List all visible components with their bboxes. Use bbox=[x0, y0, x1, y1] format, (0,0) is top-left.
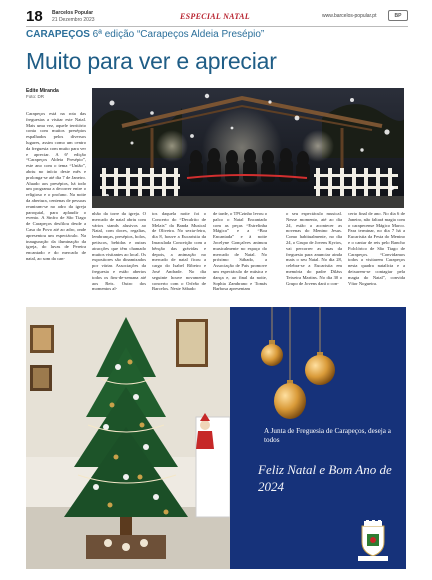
photo-credit: Foto: DR bbox=[26, 94, 45, 99]
byline bbox=[26, 88, 89, 100]
ornament-icon bbox=[248, 307, 368, 425]
header-divider bbox=[26, 26, 408, 27]
article-photo bbox=[92, 88, 404, 208]
website-link[interactable]: www.barcelos-popular.pt bbox=[322, 13, 377, 19]
article-column-1: Carapeços está na rota das freguesias a visitar este Natal. Mais uma vez, aquele território conta com muitos presépios espalhados pelos diversos lugares, assim como um centro da freguesia com muito para ver e apreciar. A 6ª edição “Carapeços Aldeia Presépio”, este ano com o tema “União”, abriu no início deste mês e prolonga-se até dia 7 de Janeiro. Aluado aos presépios, há todo um programa a decorrer entre o religioso e o profano. Na noite da abertura, centenas de pessoas reuniram-se no adro da igreja paroquial, para aplaudir o evento. A Sinfro de São Tiago de Carapeços desfilou desde a Casa do Povo até ao adro, onde apresentou um espectáculo. Na inauguração da iluminação da igreja, do luvas de Pereira encantado e do mercado de natal, ao som da can- bbox=[26, 111, 86, 261]
page-number: 18 bbox=[26, 8, 43, 25]
article-kicker bbox=[26, 29, 264, 41]
newspaper-logo: BP bbox=[388, 10, 408, 21]
parish-crest-icon bbox=[356, 520, 390, 562]
article-column-3: tos daquela noite foi o Concerto do “Decalrito de Melais” da Banda Musical de Oliveira. No sexta-feira, dia 8, houve a Eucaristia da Imaculada Conceição com a bênção das grávidas e depois, a animação no mercado de natal ficou a cargo do Isabel Ribeiro e José Andrade. No dia seguinte houve novamente concerto com o Orfeão de Barcelos. Neste Sábado bbox=[152, 211, 206, 292]
christmas-advertisement bbox=[26, 307, 406, 569]
article-column-6: certo final de ano. No dia 6 de Janeiro, não faltará magia com o carapecense Mágico Marco. Para terminar, no dia 7 há a Eucaristia da Festa do Menino e o cantar de reis pelo Rancho Folclórico de São Tiago de Carapeços. “Convidamos todos a visitarem Carapeços nesta quadra natalícia e a deixarem-se contagiar pela magia do Natal”, convida Vítor Nogueira. bbox=[348, 211, 405, 286]
newspaper-name: Barcelos Popular bbox=[52, 10, 94, 16]
ad-greeting-intro: A Junta de Freguesia de Carapeços, deseja a todos bbox=[264, 427, 391, 444]
kicker-place: CARAPEÇOS bbox=[26, 29, 90, 40]
article-column-2: nhão da torre da igreja. O mercado de natal abriu com vários stands alusivos ao Natal, com doces, regalias, lembranças, presépios, bolos, petiscos, bebidas e outras atracções que têm chamado muitos visitantes ao local. Os expositores são dinamizados por várias Associações da freguesia e estão abertos todos os fins-de-semana até aos Reis. Outro dos momentos al- bbox=[92, 211, 146, 292]
article-column-5: o seu espectáculo musical. Nesse momento, até ao dia 24, estão a acontecer as novenas do Menino Jesus. Como habitualmente, no dia 24, o Grupo de Jovens Kyrios, vai percorrer as ruas da freguesia para anunciar ainda mais o seu Natal. No dia 28, celebra-se a Eucaristia em memória do padre Diláss Teixeira Martins. No dia 30 o Grupo de Jovens dará o con- bbox=[286, 211, 343, 286]
section-title: ESPECIAL NATAL bbox=[180, 12, 250, 21]
kicker-rest: 6ª edição “Carapeços Aldeia Presépio” bbox=[89, 29, 265, 40]
ad-greeting-script: Feliz Natal e Bom Ano de 2024 bbox=[258, 462, 392, 494]
article-column-4: de tarde, o TPCzinho levou o palco o Natal Encantado com as peças “Estrelinha Mágica” e a “Boa Encantada” e à noite Jocelyne Gonçalves animou musicalmente no espaço do mercado de Natal. No próximo Sábado, a Associação de Pais promove um espectáculo de música e dança e, ao final da noite, Sophia Zambrano e Tomás Barbosa apresentam bbox=[213, 211, 267, 292]
article-headline: Muito para ver e apreciar bbox=[26, 48, 277, 74]
issue-date: 21 Dezembro 2023 bbox=[52, 17, 95, 23]
christmas-tree-photo bbox=[26, 307, 230, 569]
page-header bbox=[26, 9, 408, 25]
author-name: Edite Miranda bbox=[26, 88, 59, 94]
